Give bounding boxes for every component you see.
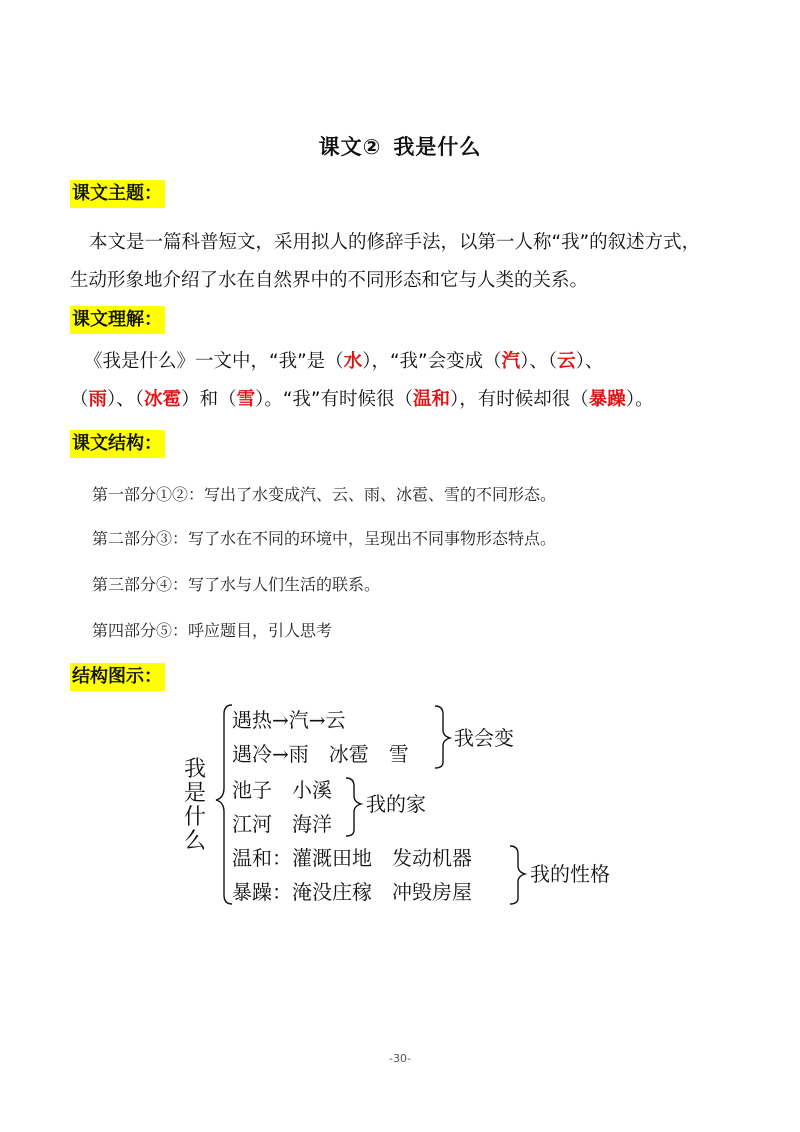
understanding-text: ）和（: [181, 389, 237, 410]
brace-character: [510, 846, 525, 904]
answer-text: 雪: [236, 389, 256, 410]
structure-item-2: 第二部分③：写了水在不同的环境中，呈现出不同事物形态特点。: [92, 529, 557, 548]
main-brace: [216, 705, 232, 904]
understanding-line-2: [70, 381, 750, 419]
page-number: -30-: [389, 1052, 411, 1065]
answer-text: 云: [557, 351, 576, 372]
understanding-paragraph: [70, 343, 750, 419]
understanding-text: ）、（: [107, 389, 145, 410]
theme-paragraph: [70, 224, 750, 300]
understanding-heading: 课文理解：: [70, 306, 165, 334]
lesson-name: 我是什么: [393, 135, 482, 159]
diagram-root-char: 是: [184, 781, 207, 806]
understanding-text: 《我是什么》一文中，“我”是（: [84, 351, 344, 372]
answer-text: 温和: [413, 389, 451, 410]
diagram-row-gentle: 温和：灌溉田地 发动机器: [232, 846, 472, 870]
diagram-group-character: 我的性格: [530, 862, 610, 886]
understanding-text: ）。: [625, 389, 654, 410]
lesson-title: [0, 131, 800, 161]
structure-heading: 课文结构：: [70, 430, 165, 458]
structure-diagram: [180, 700, 640, 920]
understanding-text: ），有时候却很（: [450, 389, 589, 410]
theme-line-2: 生动形象地介绍了水在自然界中的不同形态和它与人类的关系。: [70, 270, 589, 291]
theme-heading: 课文主题：: [70, 180, 165, 208]
structure-item-3: 第三部分④：写了水与人们生活的联系。: [92, 575, 381, 594]
answer-text: 暴躁: [588, 389, 626, 410]
diagram-root: [184, 758, 208, 854]
lesson-number: 课文②: [318, 135, 382, 159]
diagram-root-char: 什: [184, 805, 207, 830]
structure-item-1: 第一部分①②：写出了水变成汽、云、雨、冰雹、雪的不同形态。: [92, 485, 557, 504]
understanding-text: ），“我”会变成（: [362, 351, 502, 372]
answer-text: 雨: [88, 389, 108, 410]
diagram-heading: 结构图示：: [70, 663, 165, 691]
diagram-group-change: 我会变: [454, 726, 514, 750]
diagram-group-home: 我的家: [366, 792, 426, 816]
understanding-text: ）、（: [520, 351, 558, 372]
diagram-row-fierce: 暴躁：淹没庄稼 冲毁房屋: [232, 880, 472, 904]
diagram-row-pond: 池子 小溪: [232, 778, 332, 802]
theme-line-1: 本文是一篇科普短文，采用拟人的修辞手法，以第一人称“我”的叙述方式，: [89, 232, 701, 253]
diagram-root-char: 么: [184, 829, 207, 854]
brace-home: [346, 778, 361, 836]
understanding-text: （: [70, 389, 89, 410]
diagram-row-river: 江河 海洋: [232, 812, 332, 836]
understanding-line-1: [70, 343, 750, 381]
answer-text: 汽: [501, 351, 521, 372]
brace-change: [435, 706, 450, 768]
diagram-row-hot: 遇热→汽→云: [232, 708, 346, 732]
answer-text: 冰雹: [144, 389, 182, 410]
diagram-row-cold: 遇冷→雨 冰雹 雪: [232, 742, 409, 766]
answer-text: 水: [343, 351, 363, 372]
understanding-text: ）、: [575, 351, 604, 372]
diagram-root-char: 我: [184, 757, 207, 782]
understanding-text: ）。“我”有时候很（: [255, 389, 414, 410]
structure-item-4: 第四部分⑤：呼应题目，引人思考: [92, 621, 333, 640]
